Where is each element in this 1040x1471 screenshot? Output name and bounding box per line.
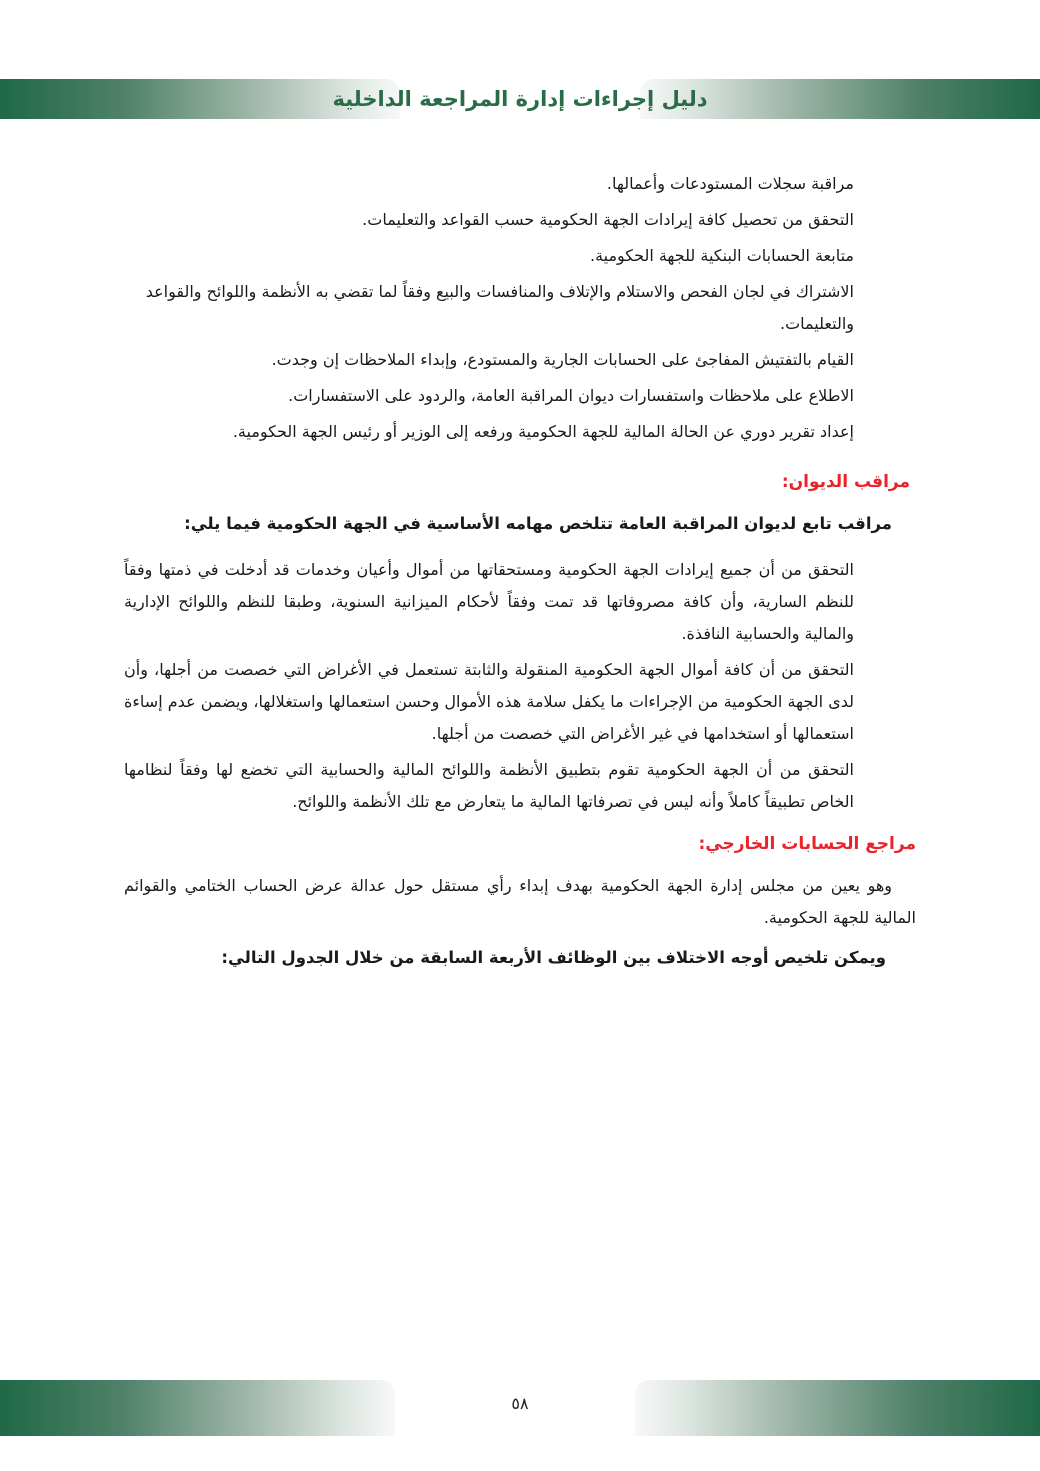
list-item: إعداد تقرير دوري عن الحالة المالية للجهة الحكومية ورفعه إلى الوزير أو رئيس الجهة الحكومية. <box>232 422 854 441</box>
list-item: التحقق من تحصيل كافة إيرادات الجهة الحكومية حسب القواعد والتعليمات. <box>362 210 854 229</box>
list-item: القيام بالتفتيش المفاجئ على الحسابات الجارية والمستودع، وإبداء الملاحظات إن وجدت. <box>271 350 854 369</box>
table-summary-intro: ويمكن تلخيص أوجه الاختلاف بين الوظائف الأربعة السابقة من خلال الجدول التالي: <box>221 948 886 967</box>
list-item: متابعة الحسابات البنكية للجهة الحكومية. <box>589 246 854 265</box>
section-heading-diwan: مراقب الديوان: <box>781 472 910 492</box>
list-item: التحقق من أن جميع إيرادات الجهة الحكومية ومستحقاتها من أموال وأعيان وخدمات قد أدخلت في ذمتها وفقاً للنظم السارية، وأن كافة مصروفاتها قد تمت وفقاً لأحكام الميزانية السنوية، وطبقا للنظم واللوائح الإدارية والمالية والحسابية النافذة. <box>124 560 854 643</box>
external-auditor-paragraph: وهو يعين من مجلس إدارة الجهة الحكومية بهدف إبداء رأي مستقل حول عدالة عرض الحساب الختامي والقوائم المالية للجهة الحكومية. <box>124 876 916 927</box>
diwan-intro: مراقب تابع لديوان المراقبة العامة تتلخص مهامه الأساسية في الجهة الحكومية فيما يلي: <box>184 514 892 533</box>
list-item: التحقق من أن كافة أموال الجهة الحكومية المنقولة والثابتة تستعمل في الأغراض التي خصصت من أجلها، وأن لدى الجهة الحكومية من الإجراءات ما يكفل سلامة هذه الأموال وحسن استعمالها واستغلالها، ويضمن عدم إساءة استعمالها أو استخدامها في غير الأغراض التي خصصت من أجلها. <box>124 660 854 743</box>
list-item: الاشتراك في لجان الفحص والاستلام والإتلاف والمنافسات والبيع وفقاً لما تقضي به الأنظمة واللوائح والقواعد والتعليمات. <box>145 282 854 333</box>
section-heading-external-auditor: مراجع الحسابات الخارجي: <box>698 834 916 854</box>
top-duties-list <box>124 168 854 452</box>
list-item: التحقق من أن الجهة الحكومية تقوم بتطبيق الأنظمة واللوائح المالية والحسابية التي تخضع لها وفقاً لنظامها الخاص تطبيقاً كاملاً وأنه ليس في تصرفاتها المالية ما يتعارض مع تلك الأنظمة واللوائح. <box>124 760 854 811</box>
page-number: ٥٨ <box>511 1394 529 1413</box>
diwan-duties-list <box>124 554 854 822</box>
list-item: مراقبة سجلات المستودعات وأعمالها. <box>606 174 854 193</box>
list-item: الاطلاع على ملاحظات واستفسارات ديوان المراقبة العامة، والردود على الاستفسارات. <box>288 386 854 405</box>
document-title: دليل إجراءات إدارة المراجعة الداخلية <box>332 87 708 111</box>
